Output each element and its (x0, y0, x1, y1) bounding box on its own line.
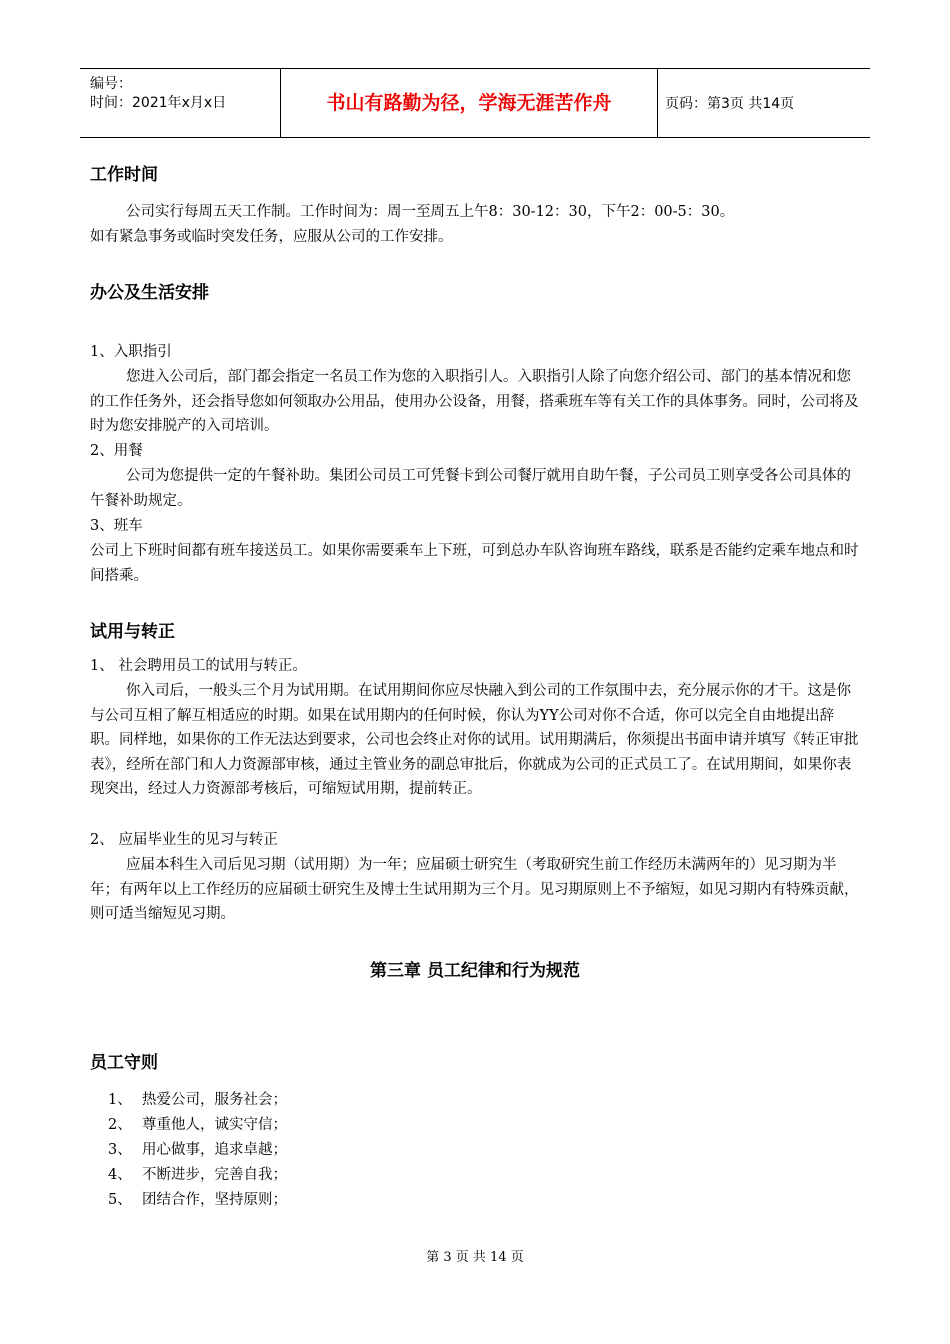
rule-item-number: 1、 (108, 1092, 132, 1108)
header-page-number: 页码：第3页 共14页 (665, 96, 795, 112)
office-item-3-body: 公司上下班时间都有班车接送员工。如果你需要乘车上下班，可到总办车队咨询班车路线，联系是否能约定乘车地点和时间搭乘。 (90, 543, 859, 584)
office-item-1-title: 1、入职指引 (90, 344, 172, 360)
page-footer: 第 3 页 共 14 页 (426, 1250, 524, 1265)
rule-item-text: 用心做事，追求卓越； (142, 1142, 287, 1158)
office-item-2-body: 公司为您提供一定的午餐补助。集团公司员工可凭餐卡到公司餐厅就用自助午餐，子公司员工则享受各公司具体的午餐补助规定。 (90, 468, 851, 509)
header-motto: 书山有路勤为径，学海无涯苦作舟 (281, 69, 658, 137)
rule-item-number: 5、 (108, 1192, 132, 1208)
section-title-rules: 员工守则 (90, 1053, 158, 1073)
probation-item-1-title: 1、 社会聘用员工的试用与转正。 (90, 658, 307, 674)
section-title-office: 办公及生活安排 (90, 283, 209, 303)
document-number-label: 编号： (90, 76, 132, 92)
probation-item-1-body: 你入司后，一般头三个月为试用期。在试用期间你应尽快融入到公司的工作氛围中去，充分展示你的才干。这是你与公司互相了解互相适应的时期。如果在试用期内的任何时候，你认为YY公司对你不合适，你可以完全自由地提出辞职。同样地，如果你的工作无法达到要求，公司也会终止对你的试用。试用期满后，你须提出书面申请并填写《转正审批表》，经所在部门和人力资源部审核，通过主管业务的副总审批后，你就成为公司的正式员工了。在试用期间，如果你表现突出，经过人力资源部考核后，可缩短试用期，提前转正。 (90, 683, 859, 797)
rule-item-number: 3、 (108, 1142, 132, 1158)
rule-item-text: 团结合作，坚持原则； (142, 1192, 287, 1208)
probation-item-2-body: 应届本科生入司后见习期（试用期）为一年；应届硕士研究生（考取研究生前工作经历未满两年的）见习期为半年；有两年以上工作经历的应届硕士研究生及博士生试用期为三个月。见习期原则上不予缩短，如见习期内有特殊贡献，则可适当缩短见习期。 (90, 857, 859, 922)
office-item-2-title: 2、用餐 (90, 443, 143, 459)
rule-item-number: 4、 (108, 1167, 132, 1183)
rule-item (108, 1188, 287, 1213)
rule-item (108, 1088, 287, 1113)
work-time-paragraph-1: 公司实行每周五天工作制。工作时间为：周一至周五上午8：30-12：30，下午2：00-5：30。 (126, 204, 735, 220)
chapter-title: 第三章 员工纪律和行为规范 (370, 961, 580, 981)
header-meta-cell (80, 69, 281, 137)
rule-item (108, 1163, 287, 1188)
rule-item-text: 不断进步，完善自我； (142, 1167, 287, 1183)
page-header (80, 68, 870, 138)
rule-item (108, 1113, 287, 1138)
office-item-1-body: 您进入公司后，部门都会指定一名员工作为您的入职指引人。入职指引人除了向您介绍公司、部门的基本情况和您的工作任务外，还会指导您如何领取办公用品，使用办公设备，用餐，搭乘班车等有关工作的具体事务。同时，公司将及时为您安排脱产的入司培训。 (90, 369, 859, 434)
rule-item-number: 2、 (108, 1117, 132, 1133)
office-item-3-title: 3、班车 (90, 518, 143, 534)
section-title-work-time: 工作时间 (90, 165, 158, 185)
document-date-label: 时间：2021年x月x日 (90, 95, 227, 111)
probation-item-2-title: 2、 应届毕业生的见习与转正 (90, 832, 278, 848)
work-time-paragraph-2: 如有紧急事务或临时突发任务，应服从公司的工作安排。 (90, 229, 453, 245)
rule-item-text: 尊重他人，诚实守信； (142, 1117, 287, 1133)
rule-item (108, 1138, 287, 1163)
section-title-probation: 试用与转正 (90, 622, 175, 642)
rule-item-text: 热爱公司，服务社会； (142, 1092, 287, 1108)
